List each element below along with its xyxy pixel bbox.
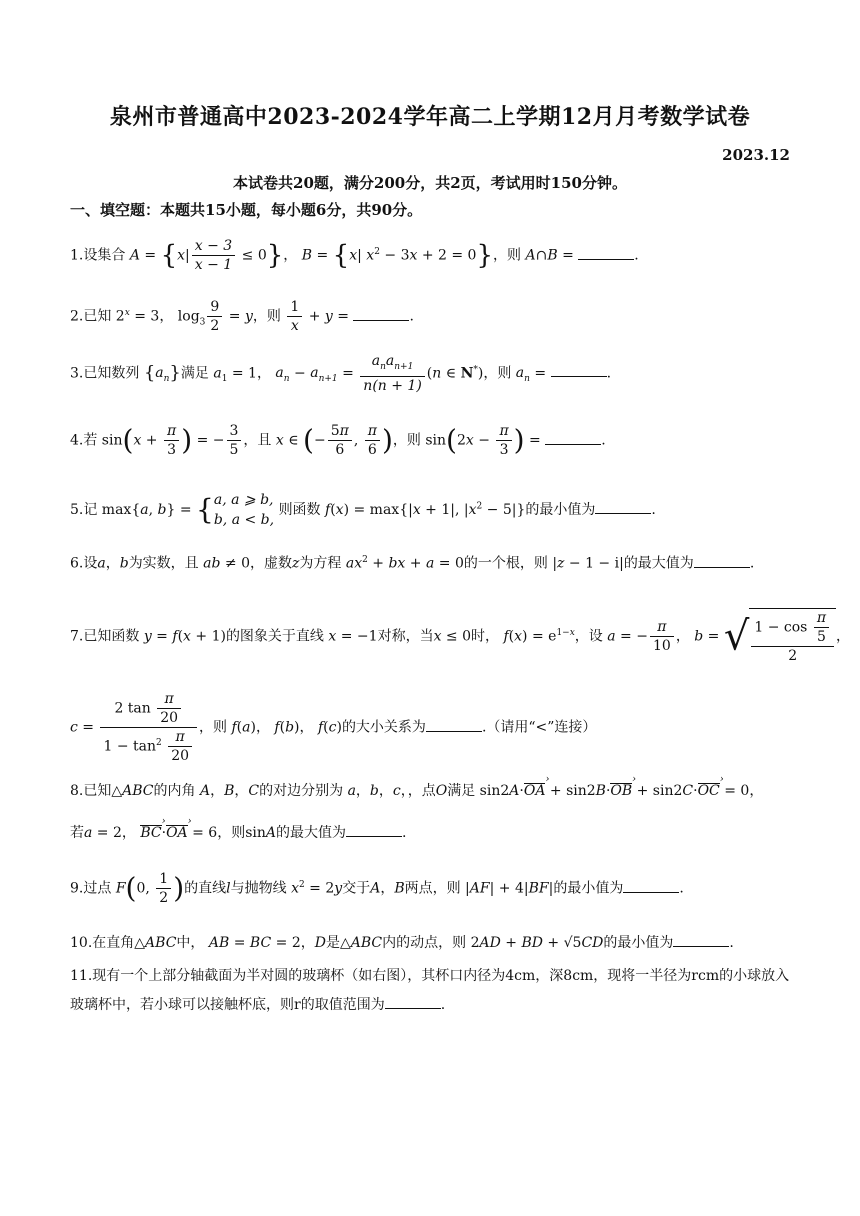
question-6: 6.设a，b为实数，且 ab ≠ 0，虚数z为方程 $ax^2$ + bx + a = 0的一个根，则 |z − 1 − i|的最大值为 . (70, 549, 795, 575)
answer-blank (694, 553, 750, 568)
question-7: 7.已知函数 y = f(x + 1)的图象关于直线 x = −1对称，当x ≤ 0时， $f(x) = e^{1-x}$，设 a = − $\frac{\pi}{10}$ ， b = √ 1 − cos $\frac{\pi}{5}$ 2 ， (70, 610, 851, 664)
question-number: 9. (70, 880, 84, 897)
question-number: 8. (70, 783, 84, 799)
answer-blank (385, 994, 441, 1009)
question-9: 9.过点 F(0, $\frac{1}{2}$ )的直线l与抛物线 $x^2 = 2y$交于A，B两点，则 |AF| + 4|BF|的最小值为 . (70, 871, 684, 906)
answer-blank (578, 245, 634, 260)
question-8: 8.已知△ABC的内角 A，B，C的对边分别为 a，b，c，，点O满足 sin2A·OA › + sin2B·OB › + sin2C·OC › = 0， (70, 780, 795, 802)
answer-blank (545, 430, 601, 445)
question-2: 2.已知 $2^x = 3$， $\log_3$ $\frac{9}{2}$ = y，则 $\frac{1}{x}$ + y = . (70, 299, 414, 334)
answer-blank (551, 362, 607, 377)
question-3: 3.已知数列 $\{a_n\}$满足 $a_1 = 1$， $a_n - a_{n+1}$ = $\frac{a_na_{n+1}}{n(n + 1)}$ (n ∈ N*)，则 $a_n$ = . (70, 353, 612, 394)
exam-date: 2023.12 (722, 146, 790, 164)
question-4: 4.若 sin(x + $\frac{\pi}{3}$ ) = − $\frac{3}{5}$ ，且 x ∈ (− $\frac{5\pi}{6}$ , $\frac{\pi}{6}$ )，则 sin(2x − $\frac{\pi}{3}$ ) = . (70, 423, 606, 458)
question-7-continued: c = 2 tan $\frac{\pi}{20}$ $1 - \tan^2$ $\frac{\pi}{20}$ ，则 f(a)， f(b)， f(c)的大小关系为 .（请用“<”连接） (70, 691, 597, 764)
question-number: 6. (70, 555, 84, 572)
page-title: 泉州市普通高中2023-2024学年高二上学期12月月考数学试卷 (109, 104, 751, 130)
question-1: 1.设集合 A = {x| $\frac{x - 3}{x - 1}$ ≤ 0}， B = {x| $x^2 - 3x + 2 = 0$}，则 A∩B = . (70, 238, 639, 273)
question-number: 1. (70, 247, 84, 264)
exam-intro: 本试卷共20题，满分200分，共2页，考试用时150分钟。 (233, 174, 627, 192)
answer-blank (426, 717, 482, 732)
question-number: 10. (70, 935, 93, 951)
answer-blank (623, 878, 679, 893)
question-10: 10.在直角△ABC中， AB = BC = 2，D是△ABC内的动点，则 2AD + BD + √5CD的最小值为 . (70, 932, 795, 954)
question-5: 5.记 max{a, b} = {a, a ⩾ b, b, a < b, 则函数 f(x) = max{|x + 1|, $|x^2 - 5|$}的最小值为 . (70, 492, 656, 528)
question-number: 7. (70, 628, 84, 645)
question-number: 4. (70, 432, 84, 449)
answer-blank (353, 306, 409, 321)
question-8-continued: 若a = 2， BC ›·OA › = 6，则sinA的最大值为 . (70, 822, 795, 844)
answer-blank (346, 822, 402, 837)
question-number: 11. (70, 968, 93, 984)
section-heading: 一、填空题：本题共15小题，每小题6分，共90分。 (70, 201, 423, 219)
question-number: 5. (70, 502, 84, 518)
answer-blank (595, 499, 651, 514)
question-number: 3. (70, 365, 84, 382)
answer-blank (673, 932, 729, 947)
question-11: 11.现有一个上部分轴截面为半对圆的玻璃杯（如右图），其杯口内径为4cm，深8cm，现将一半径为rcm的小球放入玻璃杯中，若小球可以接触杯底，则r的取值范围为 . (70, 968, 790, 1013)
question-number: 2. (70, 308, 84, 325)
